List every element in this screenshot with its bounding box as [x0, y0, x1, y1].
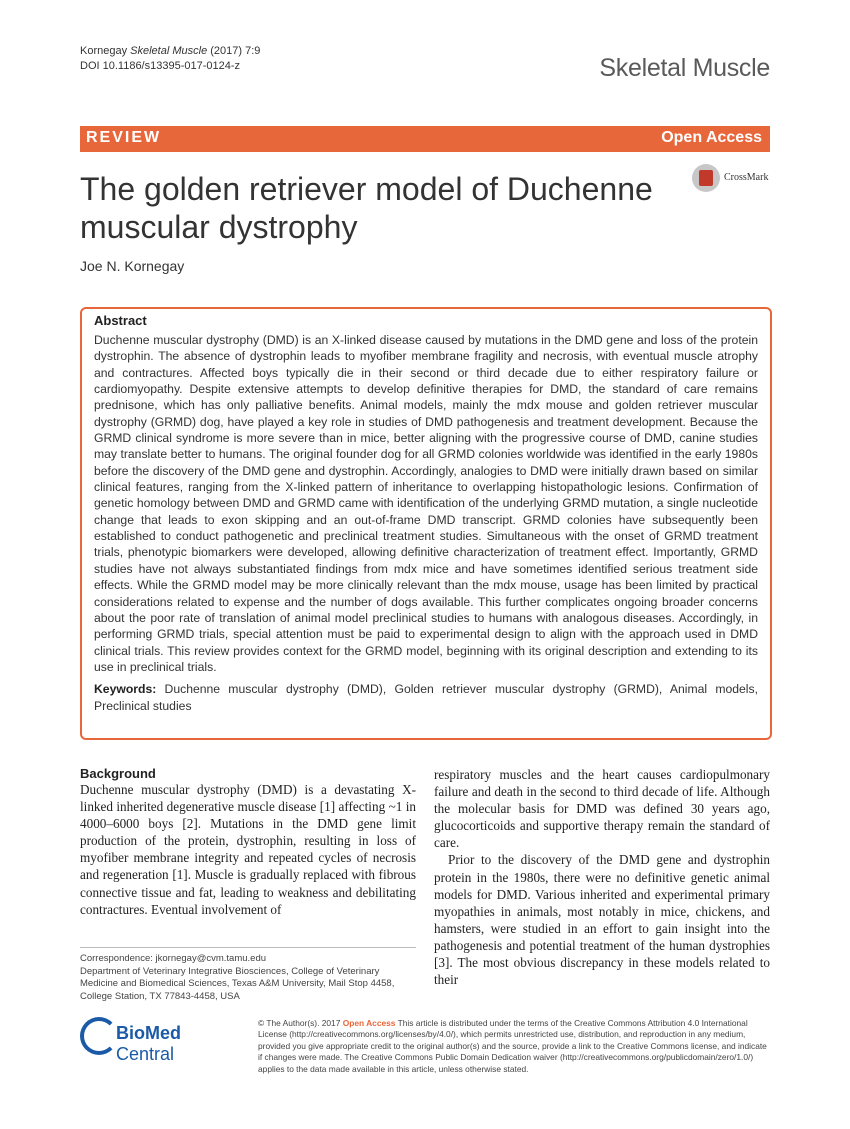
abstract-heading: Abstract — [94, 313, 147, 328]
article-title: The golden retriever model of Duchenne muscular dystrophy — [80, 171, 653, 245]
license-text: This article is distributed under the terms of the Creative Commons Attribution 4.0 International License (http://creativecommons.org/licenses/by/4.0/), which permits unrestricted use, distribution, and reproduction in any medium, provided you give appropriate credit to the original author(s) and the source, provide a link to the Creative Commons license, and indicate if changes were made. The Creative Commons Public Domain Dedication waiver (http://creativecommons.org/publicdomain/zero/1.0/) applies to the data made available in this article, unless otherwise stated. — [258, 1018, 767, 1074]
author-affiliation: Department of Veterinary Integrative Biosciences, College of Veterinary Medicine and Biomedical Sciences, Texas A&M University, Mail Stop 4458, College Station, TX 77843-4458, USA — [80, 965, 395, 1002]
keywords — [94, 681, 758, 714]
left-column — [80, 766, 416, 918]
open-access-label: Open Access — [661, 129, 762, 146]
keywords-label: Keywords: — [94, 682, 157, 697]
crossmark-icon — [692, 164, 720, 192]
correspondence-email[interactable]: Correspondence: jkornegay@cvm.tamu.edu — [80, 953, 267, 964]
article-type: REVIEW — [86, 129, 162, 146]
license-open-access: Open Access — [342, 1018, 396, 1028]
section-heading-background: Background — [80, 766, 156, 781]
journal-logo: Skeletal Muscle — [599, 54, 770, 82]
crossmark-button[interactable] — [692, 164, 772, 194]
right-column — [434, 766, 770, 988]
citation-author: Kornegay — [80, 45, 128, 57]
body-paragraph: Duchenne muscular dystrophy (DMD) is a devastating X-linked inherited degenerative muscle disease [1] affecting ~1 in 4000–6000 boys [2]. Mutations in the DMD gene limit production of the protein, dystrophin, resulting in loss of myofiber membrane integrity and repeated cycles of necrosis and regeneration [1]. Muscle is gradually replaced with fibrous connective tissue and fat, leading to weakness and debilitating contractures. Eventual involvement of — [80, 782, 416, 917]
doi: DOI 10.1186/s13395-017-0124-z — [80, 60, 241, 72]
citation-rest: (2017) 7:9 — [207, 45, 261, 57]
author-name: Joe N. Kornegay — [80, 258, 185, 274]
article-citation — [80, 44, 260, 74]
crossmark-label: CrossMark — [724, 172, 769, 183]
copyright: © The Author(s). 2017 — [258, 1018, 343, 1028]
citation-journal: Skeletal Muscle — [130, 45, 208, 57]
abstract-text: Duchenne muscular dystrophy (DMD) is an X-linked disease caused by mutations in the DMD gene and loss of the protein dystrophin. The absence of dystrophin leads to myofiber membrane fragility and necrosis, with eventual muscle atrophy and contractures. Affected boys typically die in their second or third decade due to either respiratory failure or cardiomyopathy. Despite extensive attempts to develop definitive therapies for DMD, the standard of care remains prednisone, which has only palliative benefits. Animal models, mainly the mdx mouse and golden retriever muscular dystrophy (GRMD) dog, have played a key role in studies of DMD pathogenesis and treatment development. Because the GRMD clinical syndrome is more severe than in mice, better aligning with the progressive course of DMD, canine studies may translate better to humans. The original founder dog for all GRMD colonies worldwide was identified in the early 1980s before the discovery of the DMD gene and dystrophin. Accordingly, analogies to DMD were initially drawn based on similar clinical features, ranging from the X-linked pattern of inheritance to overlapping histopathologic lesions. Confirmation of genetic homology between DMD and GRMD came with identification of the underlying GRMD mutation, a single nucleotide change that leads to exon skipping and an out-of-frame DMD transcript. GRMD colonies have subsequently been established to conduct pathogenetic and preclinical treatment studies. Simultaneous with the onset of GRMD treatment trials, phenotypic biomarkers were developed, allowing definitive characterization of treatment effect. Importantly, GRMD studies have not always substantiated findings from mdx mice and have sometimes identified serious treatment side effects. While the GRMD model may be more clinically relevant than the mdx mouse, usage has been limited by practical considerations related to expense and the number of dogs available. This further complicates ongoing broader concerns about the poor rate of translation of animal model preclinical studies to humans with analogous diseases. Accordingly, in performing GRMD trials, special attention must be paid to experimental design to align with the approach used in DMD clinical trials. This review provides context for the GRMD model, beginning with its original description and extending to its use in preclinical trials. — [94, 333, 758, 674]
body-paragraph: respiratory muscles and the heart causes cardiopulmonary failure and death in the second to third decade of life. Although the molecular basis for DMD was defined 30 years ago, glucocorticoids and supportive therapy remain the standard of care. — [434, 767, 770, 851]
bmc-logo-icon — [80, 1017, 118, 1055]
body-paragraph: Prior to the discovery of the DMD gene and dystrophin protein in the 1980s, there were no definitive genetic animal models for DMD. Various inherited and experimental primary myopathies in animals, most notably in mice, chickens, and hamsters, were studied in an effort to gain insight into the pathogenesis and potential treatment of the human dystrophies [3]. The most obvious discrepancy in these models related to their — [434, 852, 770, 988]
article-type-banner — [80, 126, 770, 152]
bmc-logo-central: Central — [116, 1044, 175, 1064]
abstract-box — [80, 307, 772, 740]
keywords-list: Duchenne muscular dystrophy (DMD), Golden retriever muscular dystrophy (GRMD), Animal models, Preclinical studies — [94, 682, 758, 713]
license-statement — [258, 1018, 770, 1075]
bmc-logo-bio: BioMed — [116, 1023, 181, 1043]
correspondence-footnote — [80, 947, 416, 1003]
biomed-central-logo — [80, 1015, 230, 1064]
